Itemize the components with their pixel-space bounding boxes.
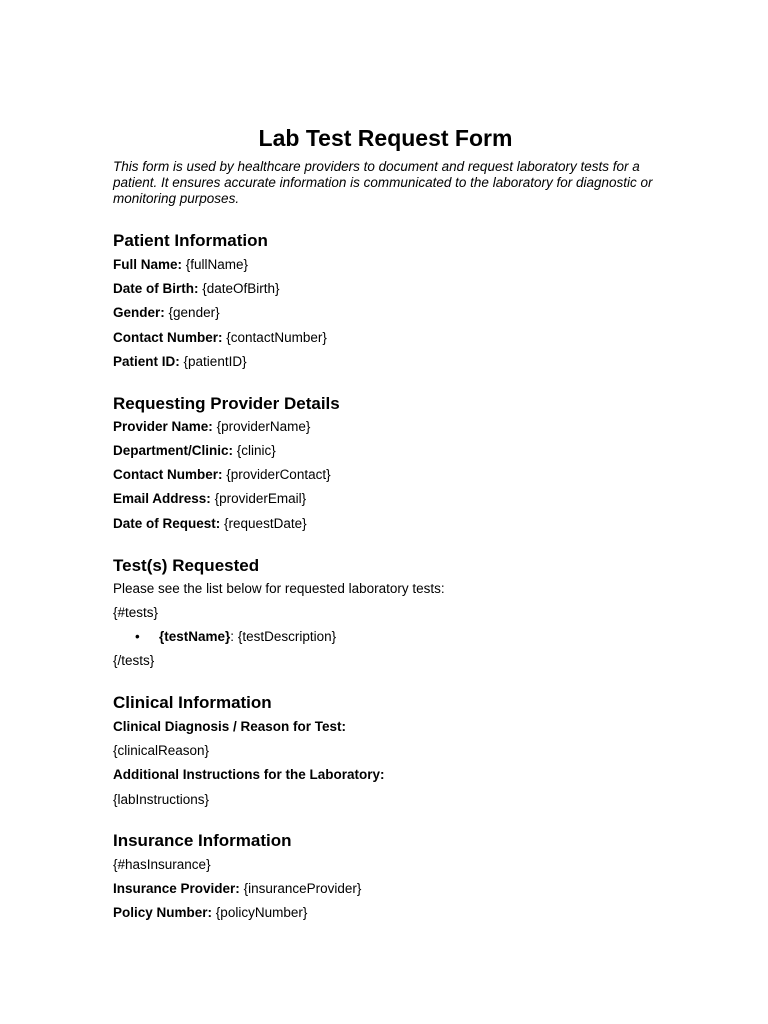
patient-id-field bbox=[113, 353, 247, 371]
field-label: Contact Number: bbox=[113, 330, 223, 345]
field-label: Date of Request: bbox=[113, 516, 221, 531]
test-name: {testName} bbox=[159, 629, 231, 644]
lab-instructions-value: {labInstructions} bbox=[113, 792, 210, 807]
insurance-information-heading: Insurance Information bbox=[113, 831, 292, 850]
field-label: Date of Birth: bbox=[113, 281, 199, 296]
provider-clinic-field bbox=[113, 442, 276, 460]
field-label: Email Address: bbox=[113, 491, 211, 506]
policy-number-field bbox=[113, 904, 307, 922]
tests-loop-close-tag: {/tests} bbox=[113, 653, 155, 668]
patient-information-heading: Patient Information bbox=[113, 231, 268, 250]
test-list-item bbox=[135, 628, 336, 646]
field-label: Additional Instructions for the Laboratory: bbox=[113, 767, 385, 782]
field-value: {insuranceProvider} bbox=[243, 881, 362, 896]
field-value: {patientID} bbox=[183, 354, 247, 369]
provider-details-heading: Requesting Provider Details bbox=[113, 394, 340, 413]
tests-intro-text: Please see the list below for requested laboratory tests: bbox=[113, 581, 445, 596]
field-value: {clinic} bbox=[236, 443, 276, 458]
field-value: {contactNumber} bbox=[226, 330, 327, 345]
test-separator: : bbox=[230, 629, 238, 644]
field-label: Department/Clinic: bbox=[113, 443, 234, 458]
clinical-reason-value: {clinicalReason} bbox=[113, 743, 210, 758]
page-title: Lab Test Request Form bbox=[258, 125, 513, 151]
field-label: Full Name: bbox=[113, 257, 183, 272]
tests-loop-open-tag: {#tests} bbox=[113, 605, 159, 620]
insurance-loop-open-tag: {#hasInsurance} bbox=[113, 857, 211, 872]
lab-instructions-label bbox=[113, 766, 385, 784]
field-label: Patient ID: bbox=[113, 354, 180, 369]
field-label: Contact Number: bbox=[113, 467, 223, 482]
field-value: {requestDate} bbox=[224, 516, 307, 531]
provider-contact-number-field bbox=[113, 466, 331, 484]
patient-contact-number-field bbox=[113, 329, 327, 347]
provider-name-field bbox=[113, 418, 310, 436]
clinical-information-heading: Clinical Information bbox=[113, 693, 272, 712]
form-description: This form is used by healthcare providers to document and request laboratory tests for a patient. It ensures accurate information is communicated to the laboratory for diagnostic or monitoring purposes. bbox=[113, 159, 653, 206]
patient-full-name-field bbox=[113, 256, 248, 274]
clinical-reason-label bbox=[113, 718, 346, 736]
field-label: Gender: bbox=[113, 305, 165, 320]
field-value: {fullName} bbox=[185, 257, 249, 272]
field-value: {providerEmail} bbox=[214, 491, 307, 506]
patient-date-of-birth-field bbox=[113, 280, 280, 298]
provider-email-field bbox=[113, 490, 306, 508]
patient-gender-field bbox=[113, 304, 220, 322]
test-description: {testDescription} bbox=[237, 629, 337, 644]
tests-requested-heading: Test(s) Requested bbox=[113, 556, 260, 575]
field-value: {dateOfBirth} bbox=[202, 281, 280, 296]
bullet-icon: • bbox=[135, 629, 140, 644]
request-date-field bbox=[113, 515, 307, 533]
field-value: {providerContact} bbox=[226, 467, 331, 482]
field-label: Policy Number: bbox=[113, 905, 213, 920]
field-label: Provider Name: bbox=[113, 419, 213, 434]
insurance-provider-field bbox=[113, 880, 361, 898]
field-value: {policyNumber} bbox=[215, 905, 308, 920]
field-value: {gender} bbox=[168, 305, 220, 320]
field-label: Clinical Diagnosis / Reason for Test: bbox=[113, 719, 347, 734]
field-value: {providerName} bbox=[216, 419, 311, 434]
field-label: Insurance Provider: bbox=[113, 881, 240, 896]
